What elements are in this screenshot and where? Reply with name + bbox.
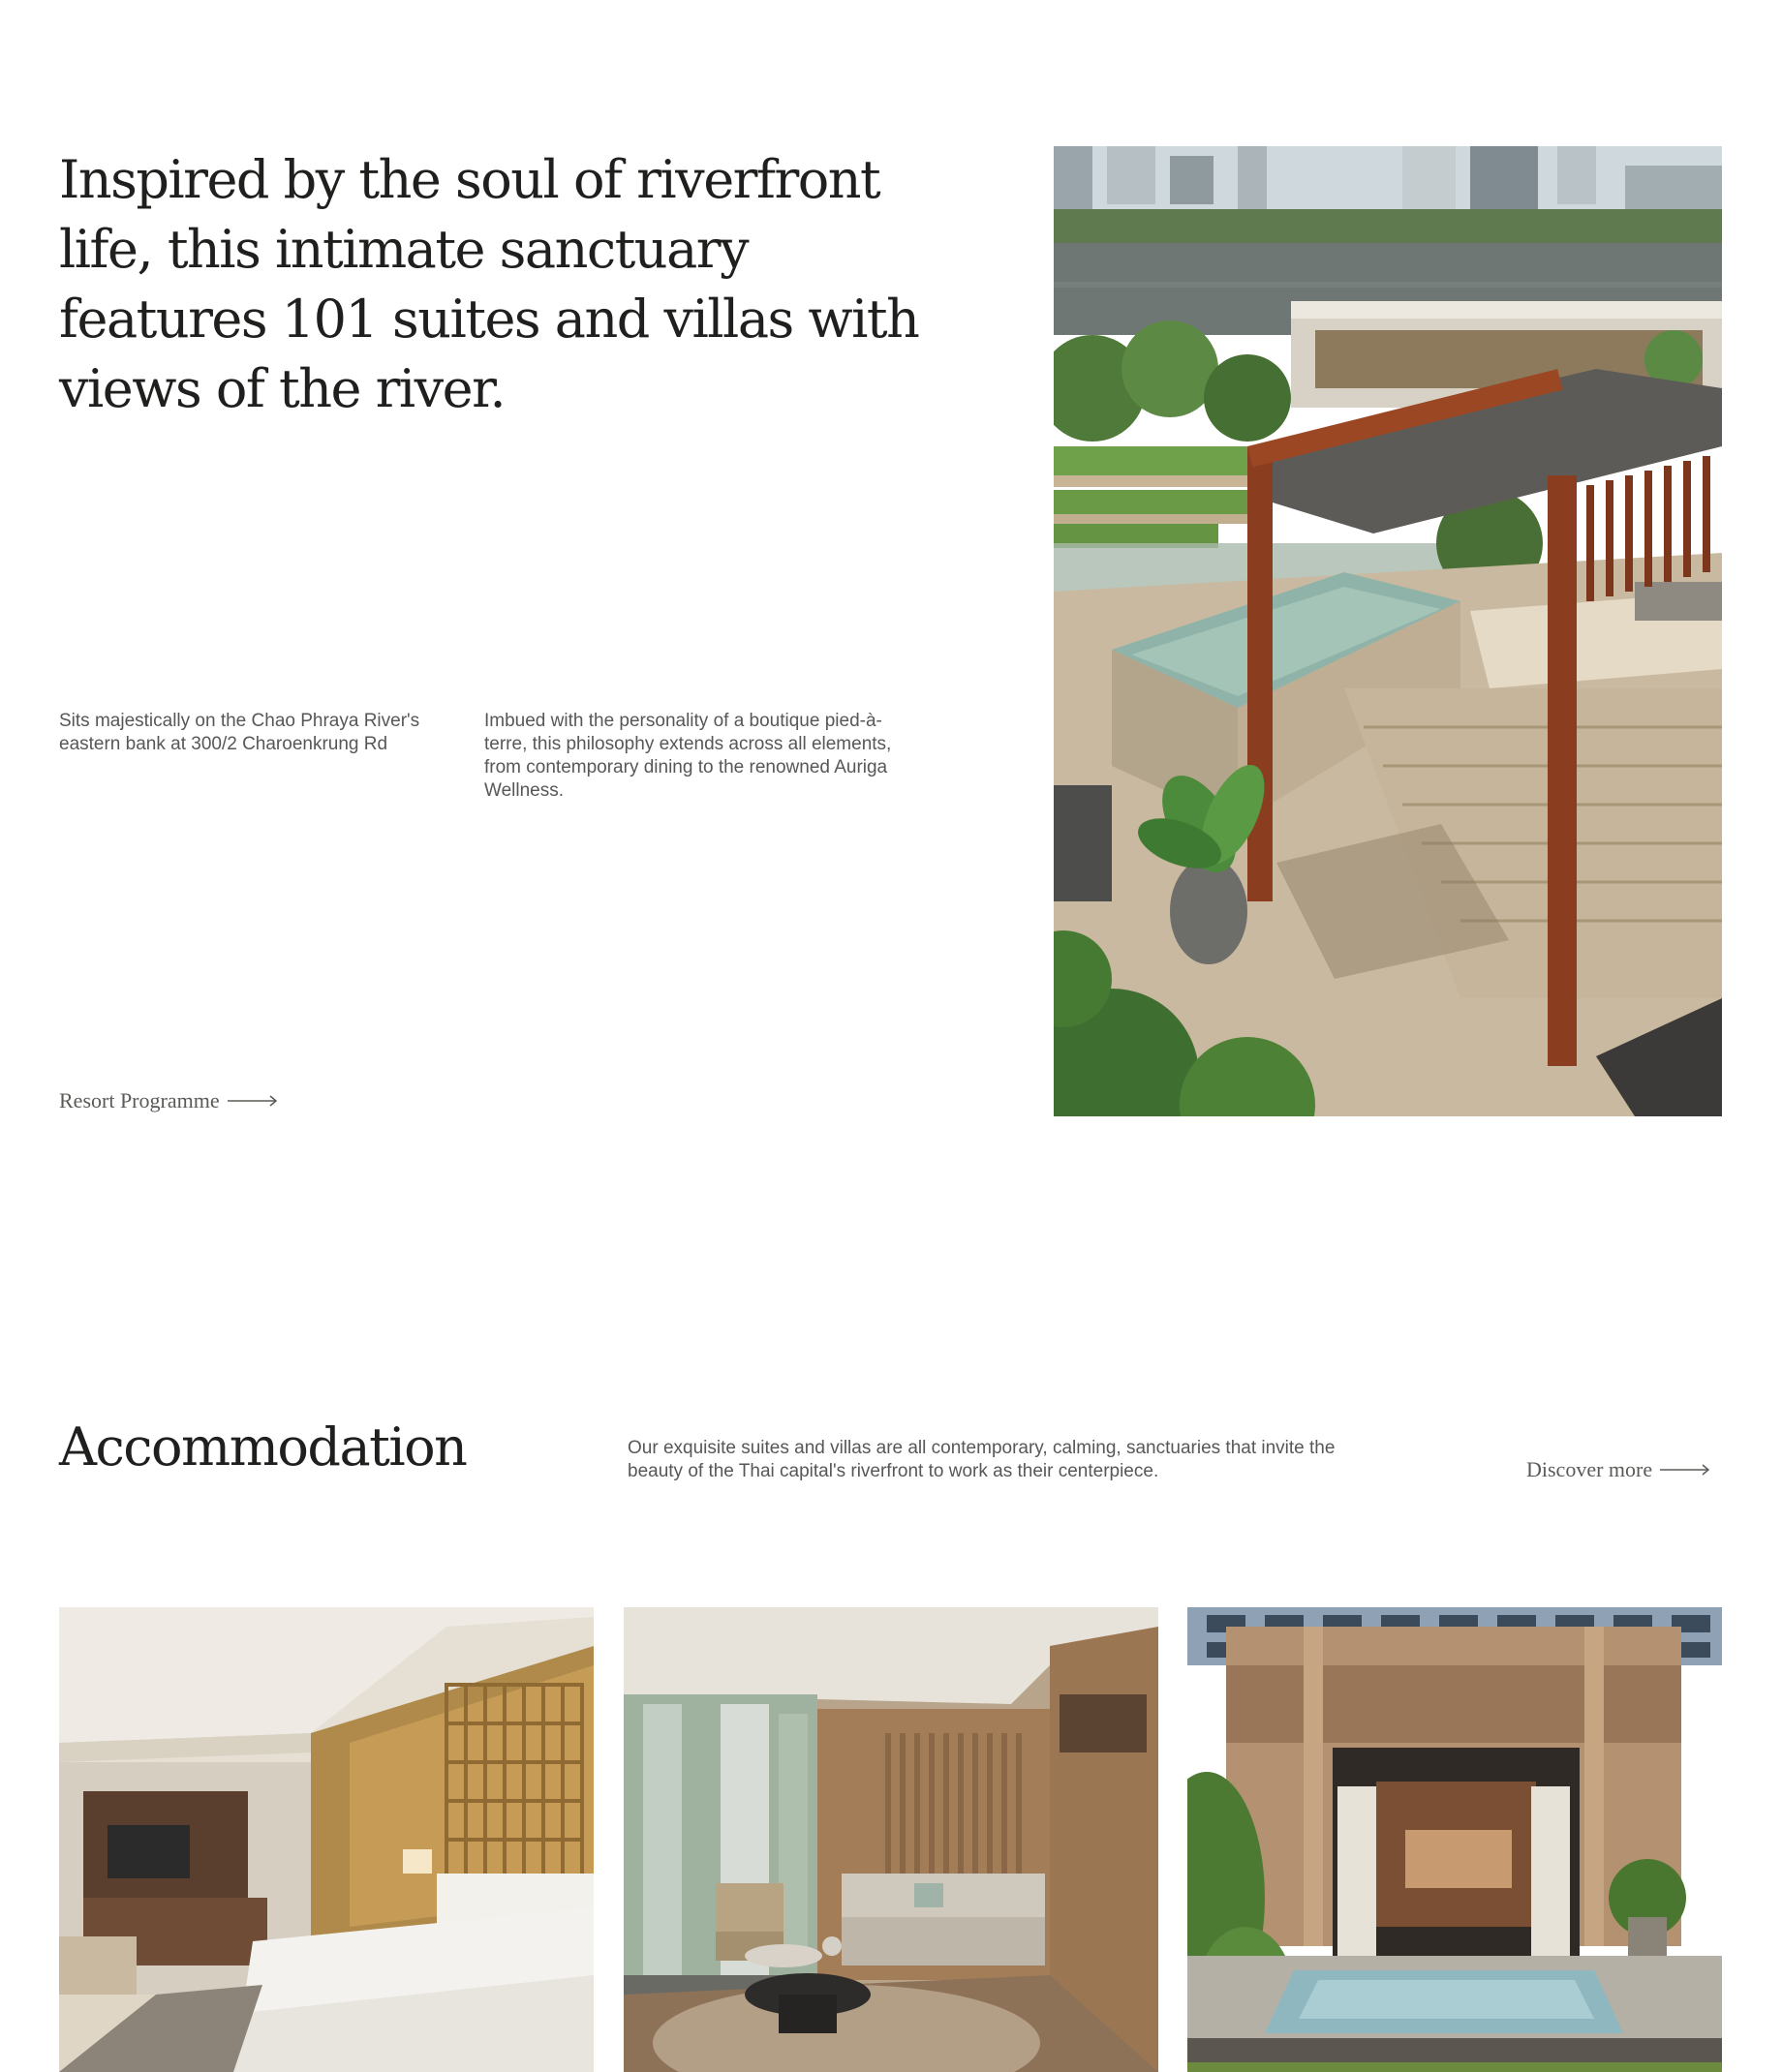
long-right-arrow-icon	[228, 1095, 278, 1107]
resort-programme-label: Resort Programme	[59, 1088, 220, 1112]
intro-heading: Inspired by the soul of riverfront life, this intimate sanctuary features 101 suites and villas with views of the river.	[59, 149, 919, 419]
pool-villa-image[interactable]	[1187, 1607, 1722, 2072]
resort-programme-link[interactable]	[59, 1088, 278, 1113]
long-right-arrow-icon	[1660, 1464, 1710, 1476]
discover-more-link[interactable]	[1526, 1457, 1710, 1482]
bedroom-suite-image[interactable]	[59, 1607, 594, 2072]
location-text: Sits majestically on the Chao Phraya River's eastern bank at 300/2 Charoenkrung Rd	[59, 711, 420, 754]
philosophy-text: Imbued with the personality of a boutique pied-à-terre, this philosophy extends across all elements, from contemporary dining to the renowned Auriga Wellness.	[484, 711, 892, 801]
accommodation-description: Our exquisite suites and villas are all contemporary, calming, sanctuaries that invite the beauty of the Thai capital's riverfront to work as their centerpiece.	[628, 1438, 1336, 1481]
riverfront-pool-terrace-image	[1054, 146, 1722, 1116]
accommodation-title: Accommodation	[59, 1417, 467, 1478]
discover-more-label: Discover more	[1526, 1457, 1653, 1481]
living-room-suite-image[interactable]	[624, 1607, 1158, 2072]
